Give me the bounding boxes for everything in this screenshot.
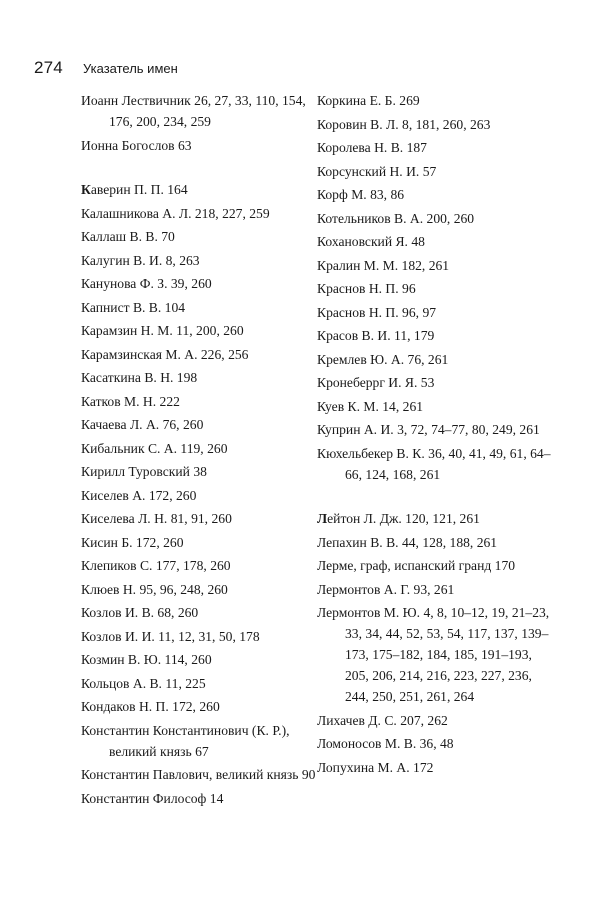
entry-text: Лепахин В. В. 44, 128, 188, 261	[317, 534, 498, 550]
entry-text: Константин Константинович (К. Р.), великий князь 67	[81, 722, 290, 759]
index-entry	[317, 161, 557, 182]
index-entry	[317, 396, 557, 417]
entry-text: Кралин М. М. 182, 261	[317, 257, 450, 273]
index-entry	[81, 414, 321, 435]
entry-text: Кондаков Н. П. 172, 260	[81, 699, 220, 714]
entry-text: Кирилл Туровский 38	[81, 464, 207, 479]
index-entry	[317, 349, 557, 370]
section-letter: К	[81, 182, 91, 197]
entry-text: Каллаш В. В. 70	[81, 229, 175, 244]
index-entry	[317, 278, 557, 299]
index-entry	[317, 532, 557, 553]
entry-text: Козлов И. В. 68, 260	[81, 605, 199, 620]
entry-text: Капнист В. В. 104	[81, 299, 186, 315]
entry-text: Королева Н. В. 187	[317, 140, 427, 155]
index-entry	[81, 135, 321, 156]
entry-text: Канунова Ф. З. 39, 260	[81, 276, 212, 291]
entry-text: Иоанн Лествичник 26, 27, 33, 110, 154, 176, 200, 234, 259	[81, 93, 306, 129]
entry-text: Константин Философ 14	[81, 790, 224, 806]
index-entry	[81, 391, 321, 412]
index-entry	[317, 757, 557, 778]
entry-text: Куев К. М. 14, 261	[317, 398, 424, 414]
index-entry	[317, 255, 557, 276]
index-entry	[81, 226, 321, 247]
index-entry	[81, 720, 321, 762]
entry-text: Константин Павлович, великий князь 90	[81, 767, 316, 782]
section-gap	[81, 158, 321, 179]
index-entry	[81, 673, 321, 694]
entry-text: Козмин В. Ю. 114, 260	[81, 652, 212, 667]
entry-text: Коркина Е. Б. 269	[317, 93, 420, 108]
running-title: Указатель имен	[82, 61, 178, 76]
entry-text: Карамзинская М. А. 226, 256	[81, 346, 249, 362]
entry-text: Кюхельбекер В. К. 36, 40, 41, 49, 61, 64–66, 124, 168, 261	[317, 445, 551, 482]
entry-text: Кохановский Я. 48	[317, 234, 425, 249]
index-entry	[81, 273, 321, 294]
entry-text: Козлов И. И. 11, 12, 31, 50, 178	[81, 628, 260, 644]
index-entry	[81, 250, 321, 271]
entry-text: Калашникова А. Л. 218, 227, 259	[81, 205, 270, 221]
index-entry	[81, 485, 321, 506]
index-entry	[81, 788, 321, 809]
index-entry	[81, 203, 321, 224]
entry-text: Кисин Б. 172, 260	[81, 534, 184, 550]
index-entry	[81, 320, 321, 341]
entry-text: Киселева Л. Н. 81, 91, 260	[81, 511, 232, 526]
index-entry	[81, 508, 321, 529]
index-entry	[317, 231, 557, 252]
entry-text: Киселев А. 172, 260	[81, 487, 197, 503]
index-entry	[81, 555, 321, 576]
index-entry	[317, 443, 557, 485]
index-entry	[317, 114, 557, 135]
index-entry	[81, 367, 321, 388]
page-number: 274	[34, 58, 63, 77]
entry-text: Красов В. И. 11, 179	[317, 328, 435, 343]
index-entry	[317, 555, 557, 576]
index-entry	[317, 90, 557, 111]
index-entry	[317, 302, 557, 323]
index-entry	[81, 602, 321, 623]
index-column-left	[81, 90, 321, 811]
entry-text: Ломоносов М. В. 36, 48	[317, 736, 454, 751]
entry-text: Касаткина В. Н. 198	[81, 370, 198, 385]
entry-text: Краснов Н. П. 96	[317, 281, 416, 296]
entry-text: Лерме, граф, испанский гранд 170	[317, 558, 516, 573]
index-entry	[81, 344, 321, 365]
index-entry	[317, 579, 557, 600]
entry-text: Ионна Богослов 63	[81, 137, 192, 153]
entry-text: Кольцов А. В. 11, 225	[81, 675, 206, 691]
entry-text: ейтон Л. Дж. 120, 121, 261	[327, 511, 480, 526]
entry-text: Кремлев Ю. А. 76, 261	[317, 351, 449, 367]
entry-text: Лихачев Д. С. 207, 262	[317, 712, 448, 728]
entry-text: Калугин В. И. 8, 263	[81, 252, 200, 268]
index-entry	[317, 325, 557, 346]
entry-text: Кибальник С. А. 119, 260	[81, 440, 228, 456]
index-entry	[317, 508, 557, 529]
index-entry	[317, 733, 557, 754]
entry-text: Коровин В. Л. 8, 181, 260, 263	[317, 116, 491, 132]
entry-text: Куприн А. И. 3, 72, 74–77, 80, 249, 261	[317, 422, 540, 437]
index-entry	[81, 696, 321, 717]
section-letter: Л	[317, 511, 328, 526]
section-gap	[317, 487, 557, 508]
index-entry	[81, 579, 321, 600]
entry-text: Кронеберрг И. Я. 53	[317, 375, 435, 390]
running-header	[34, 58, 178, 82]
index-entry	[81, 179, 321, 200]
entry-text: Клепиков С. 177, 178, 260	[81, 558, 231, 573]
index-entry	[81, 764, 321, 785]
index-entry	[317, 602, 557, 707]
index-entry	[317, 137, 557, 158]
entry-text: Качаева Л. А. 76, 260	[81, 417, 204, 432]
entry-text: Котельников В. А. 200, 260	[317, 210, 475, 226]
index-entry	[317, 710, 557, 731]
index-entry	[317, 208, 557, 229]
index-entry	[317, 184, 557, 205]
index-column-right	[317, 90, 557, 780]
index-entry	[81, 438, 321, 459]
index-entry	[317, 419, 557, 440]
entry-text: Катков М. Н. 222	[81, 393, 180, 409]
index-entry	[317, 372, 557, 393]
entry-text: Лермонтов А. Г. 93, 261	[317, 581, 455, 597]
entry-text: аверин П. П. 164	[90, 182, 188, 197]
index-entry	[81, 297, 321, 318]
entry-text: Корф М. 83, 86	[317, 187, 405, 202]
index-entry	[81, 626, 321, 647]
entry-text: Краснов Н. П. 96, 97	[317, 304, 437, 320]
entry-text: Карамзин Н. М. 11, 200, 260	[81, 323, 244, 338]
entry-text: Лермонтов М. Ю. 4, 8, 10–12, 19, 21–23, 33, 34, 44, 52, 53, 54, 117, 137, 139–173, 175–182, 184, 185, 191–193, 205, 206, 214, 216, 223, 227, 236, 244, 250, 251, 261, 264	[317, 605, 550, 704]
index-entry	[81, 532, 321, 553]
index-entry	[81, 649, 321, 670]
entry-text: Клюев Н. 95, 96, 248, 260	[81, 581, 228, 597]
entry-text: Корсунский Н. И. 57	[317, 163, 437, 179]
index-entry	[81, 90, 321, 132]
index-entry	[81, 461, 321, 482]
entry-text: Лопухина М. А. 172	[317, 759, 434, 775]
